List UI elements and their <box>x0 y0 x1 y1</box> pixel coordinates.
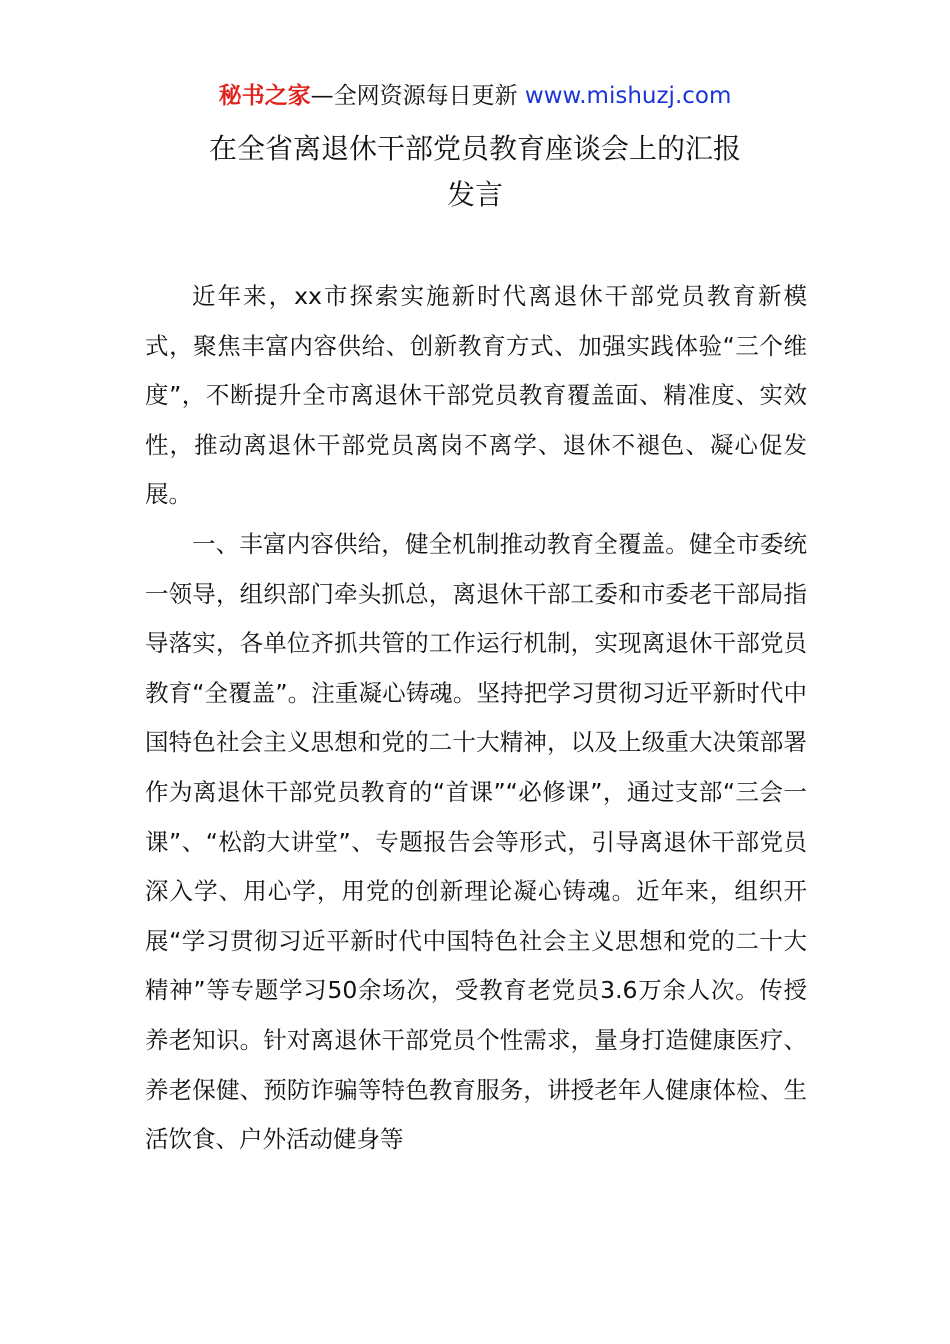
site-url-link[interactable]: www.mishuzj.com <box>524 83 732 109</box>
paragraph-intro: 近年来，xx市探索实施新时代离退休干部党员教育新模式，聚焦丰富内容供给、创新教育方式、加强实践体验“三个维度”，不断提升全市离退休干部党员教育覆盖面、精准度、实效性，推动离退休干部党员离岗不离学、退休不褪色、凝心促发展。 <box>145 282 807 509</box>
header-tagline: —全网资源每日更新 <box>310 83 525 109</box>
title-line-2: 发言 <box>446 178 503 211</box>
document-title <box>0 126 950 218</box>
document-body <box>145 272 807 1165</box>
brand-name: 秘书之家 <box>218 83 311 109</box>
paragraph-section-1: 一、丰富内容供给，健全机制推动教育全覆盖。健全市委统一领导，组织部门牵头抓总，离退休干部工委和市委老干部局指导落实，各单位齐抓共管的工作运行机制，实现离退休干部党员教育“全覆盖”。注重凝心铸魂。坚持把学习贯彻习近平新时代中国特色社会主义思想和党的二十大精神，以及上级重大决策部署作为离退休干部党员教育的“首课”“必修课”，通过支部“三会一课”、“松韵大讲堂”、专题报告会等形式，引导离退休干部党员深入学、用心学，用党的创新理论凝心铸魂。近年来，组织开展“学习贯彻习近平新时代中国特色社会主义思想和党的二十大精神”等专题学习50余场次，受教育老党员3.6万余人次。传授养老知识。针对离退休干部党员个性需求，量身打造健康医疗、养老保健、预防诈骗等特色教育服务，讲授老年人健康体检、生活饮食、户外活动健身等 <box>145 529 807 1154</box>
site-header <box>0 80 950 112</box>
title-line-1: 在全省离退休干部党员教育座谈会上的汇报 <box>208 132 741 165</box>
